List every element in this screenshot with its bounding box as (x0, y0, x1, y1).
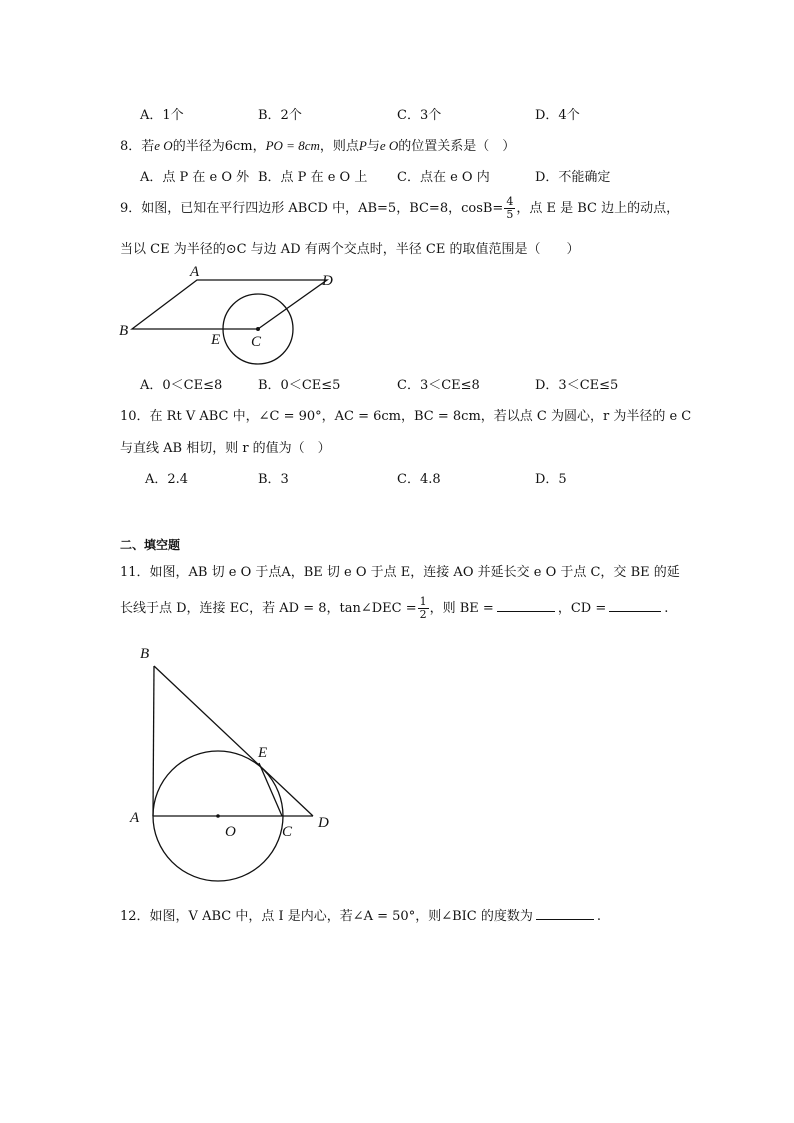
q8-expr: PO = 8cm (265, 138, 320, 153)
q12-blank[interactable] (536, 907, 594, 920)
q9-frac-den: 5 (506, 208, 514, 221)
q11-label-c: C (282, 824, 293, 840)
q8-option-a: A．点 P 在 e O 外 (140, 170, 250, 185)
q9-option-c: C．3＜CE≤8 (397, 378, 480, 393)
q9-frac-num: 4 (506, 195, 514, 208)
q10-option-b: B．3 (258, 472, 289, 487)
q9-figure (110, 260, 370, 372)
q11-segment-bd (154, 666, 313, 816)
q8-p: P (358, 138, 367, 153)
q7-option-c: C．3个 (397, 108, 442, 123)
q9-line-1 (120, 196, 679, 221)
q7-option-d: D．4个 (535, 108, 580, 123)
q11-figure (120, 636, 350, 886)
q11-label-e: E (258, 745, 268, 761)
q11-line-2 (120, 596, 668, 621)
q9-parallelogram (132, 280, 327, 329)
q11-line2-c: ，CD = (557, 601, 607, 616)
q10-option-d: D．5 (535, 472, 567, 487)
q9-line1-a: 9．如图，已知在平行四边形 ABCD 中，AB=5，BC=8，cosB= (120, 201, 504, 216)
q11-blank-cd[interactable] (609, 599, 661, 612)
q9-line1-b: ，点 E 是 BC 边上的动点， (516, 201, 680, 216)
q10-option-a: A．2.4 (145, 472, 189, 487)
q11-line2-a: 长线于点 D，连接 EC，若 AD = 8，tan∠DEC = (120, 601, 417, 616)
q11-frac-den: 2 (419, 608, 427, 621)
q9-option-d: D．3＜CE≤5 (535, 378, 619, 393)
q11-label-a: A (130, 810, 140, 826)
q7-option-b: B．2个 (258, 108, 302, 123)
q12-stem (120, 905, 601, 924)
q8-mid3: 与 (366, 139, 380, 154)
q8-circle: e O (154, 138, 173, 153)
q9-label-a: A (190, 264, 200, 280)
q7-option-a: A．1个 (140, 108, 184, 123)
q9-line-2: 当以 CE 为半径的⊙C 与边 AD 有两个交点时，半径 CE 的取值范围是（ ） (120, 242, 580, 257)
q8-circle-2: e O (379, 138, 399, 153)
q11-label-o: O (225, 824, 236, 840)
q8-post: 的位置关系是（ ） (398, 139, 516, 154)
q12-end: . (596, 909, 602, 924)
q9-label-b: B (119, 323, 129, 339)
q11-segment-ab (153, 666, 154, 816)
q11-frac-num: 1 (419, 595, 427, 608)
q8-stem (120, 135, 515, 154)
q9-label-c: C (251, 334, 262, 350)
q8-option-b: B．点 P 在 e O 上 (258, 170, 368, 185)
q11-point-o (216, 814, 220, 818)
q8-option-c: C．点在 e O 内 (397, 170, 490, 185)
q11-blank-be[interactable] (497, 599, 555, 612)
q12-text: 12．如图，V ABC 中，点 I 是内心，若∠A = 50°，则∠BIC 的度数为 (120, 909, 533, 924)
q9-label-e: E (211, 332, 221, 348)
q8-pre: 8．若 (120, 139, 155, 154)
q10-line-2: 与直线 AB 相切，则 r 的值为（ ） (120, 441, 331, 456)
q11-segment-ec (259, 763, 282, 816)
q8-mid1: 的半径为6cm， (172, 139, 266, 154)
q11-line-1: 11．如图，AB 切 e O 于点A，BE 切 e O 于点 E，连接 AO 并延长交 e O 于点 C，交 BE 的延 (120, 565, 680, 580)
q8-mid2: ，则点 (319, 139, 359, 154)
q10-line-1: 10．在 Rt V ABC 中，∠C = 90°，AC = 6cm，BC = 8cm，若以点 C 为圆心，r 为半径的 e C (120, 409, 692, 424)
q11-label-d: D (318, 815, 329, 831)
q11-fraction (418, 596, 429, 621)
q11-line2-d: . (664, 601, 669, 616)
q11-line2-b: ，则 BE = (429, 601, 494, 616)
q9-label-d: D (322, 273, 333, 289)
q10-option-c: C．4.8 (397, 472, 441, 487)
q9-point-c (256, 327, 260, 331)
q9-fraction (504, 196, 515, 221)
q8-option-d: D．不能确定 (535, 170, 611, 185)
q9-option-a: A．0＜CE≤8 (140, 378, 223, 393)
section-title-fill-blank: 二、填空题 (120, 538, 181, 552)
q9-option-b: B．0＜CE≤5 (258, 378, 341, 393)
q11-label-b: B (140, 646, 150, 662)
